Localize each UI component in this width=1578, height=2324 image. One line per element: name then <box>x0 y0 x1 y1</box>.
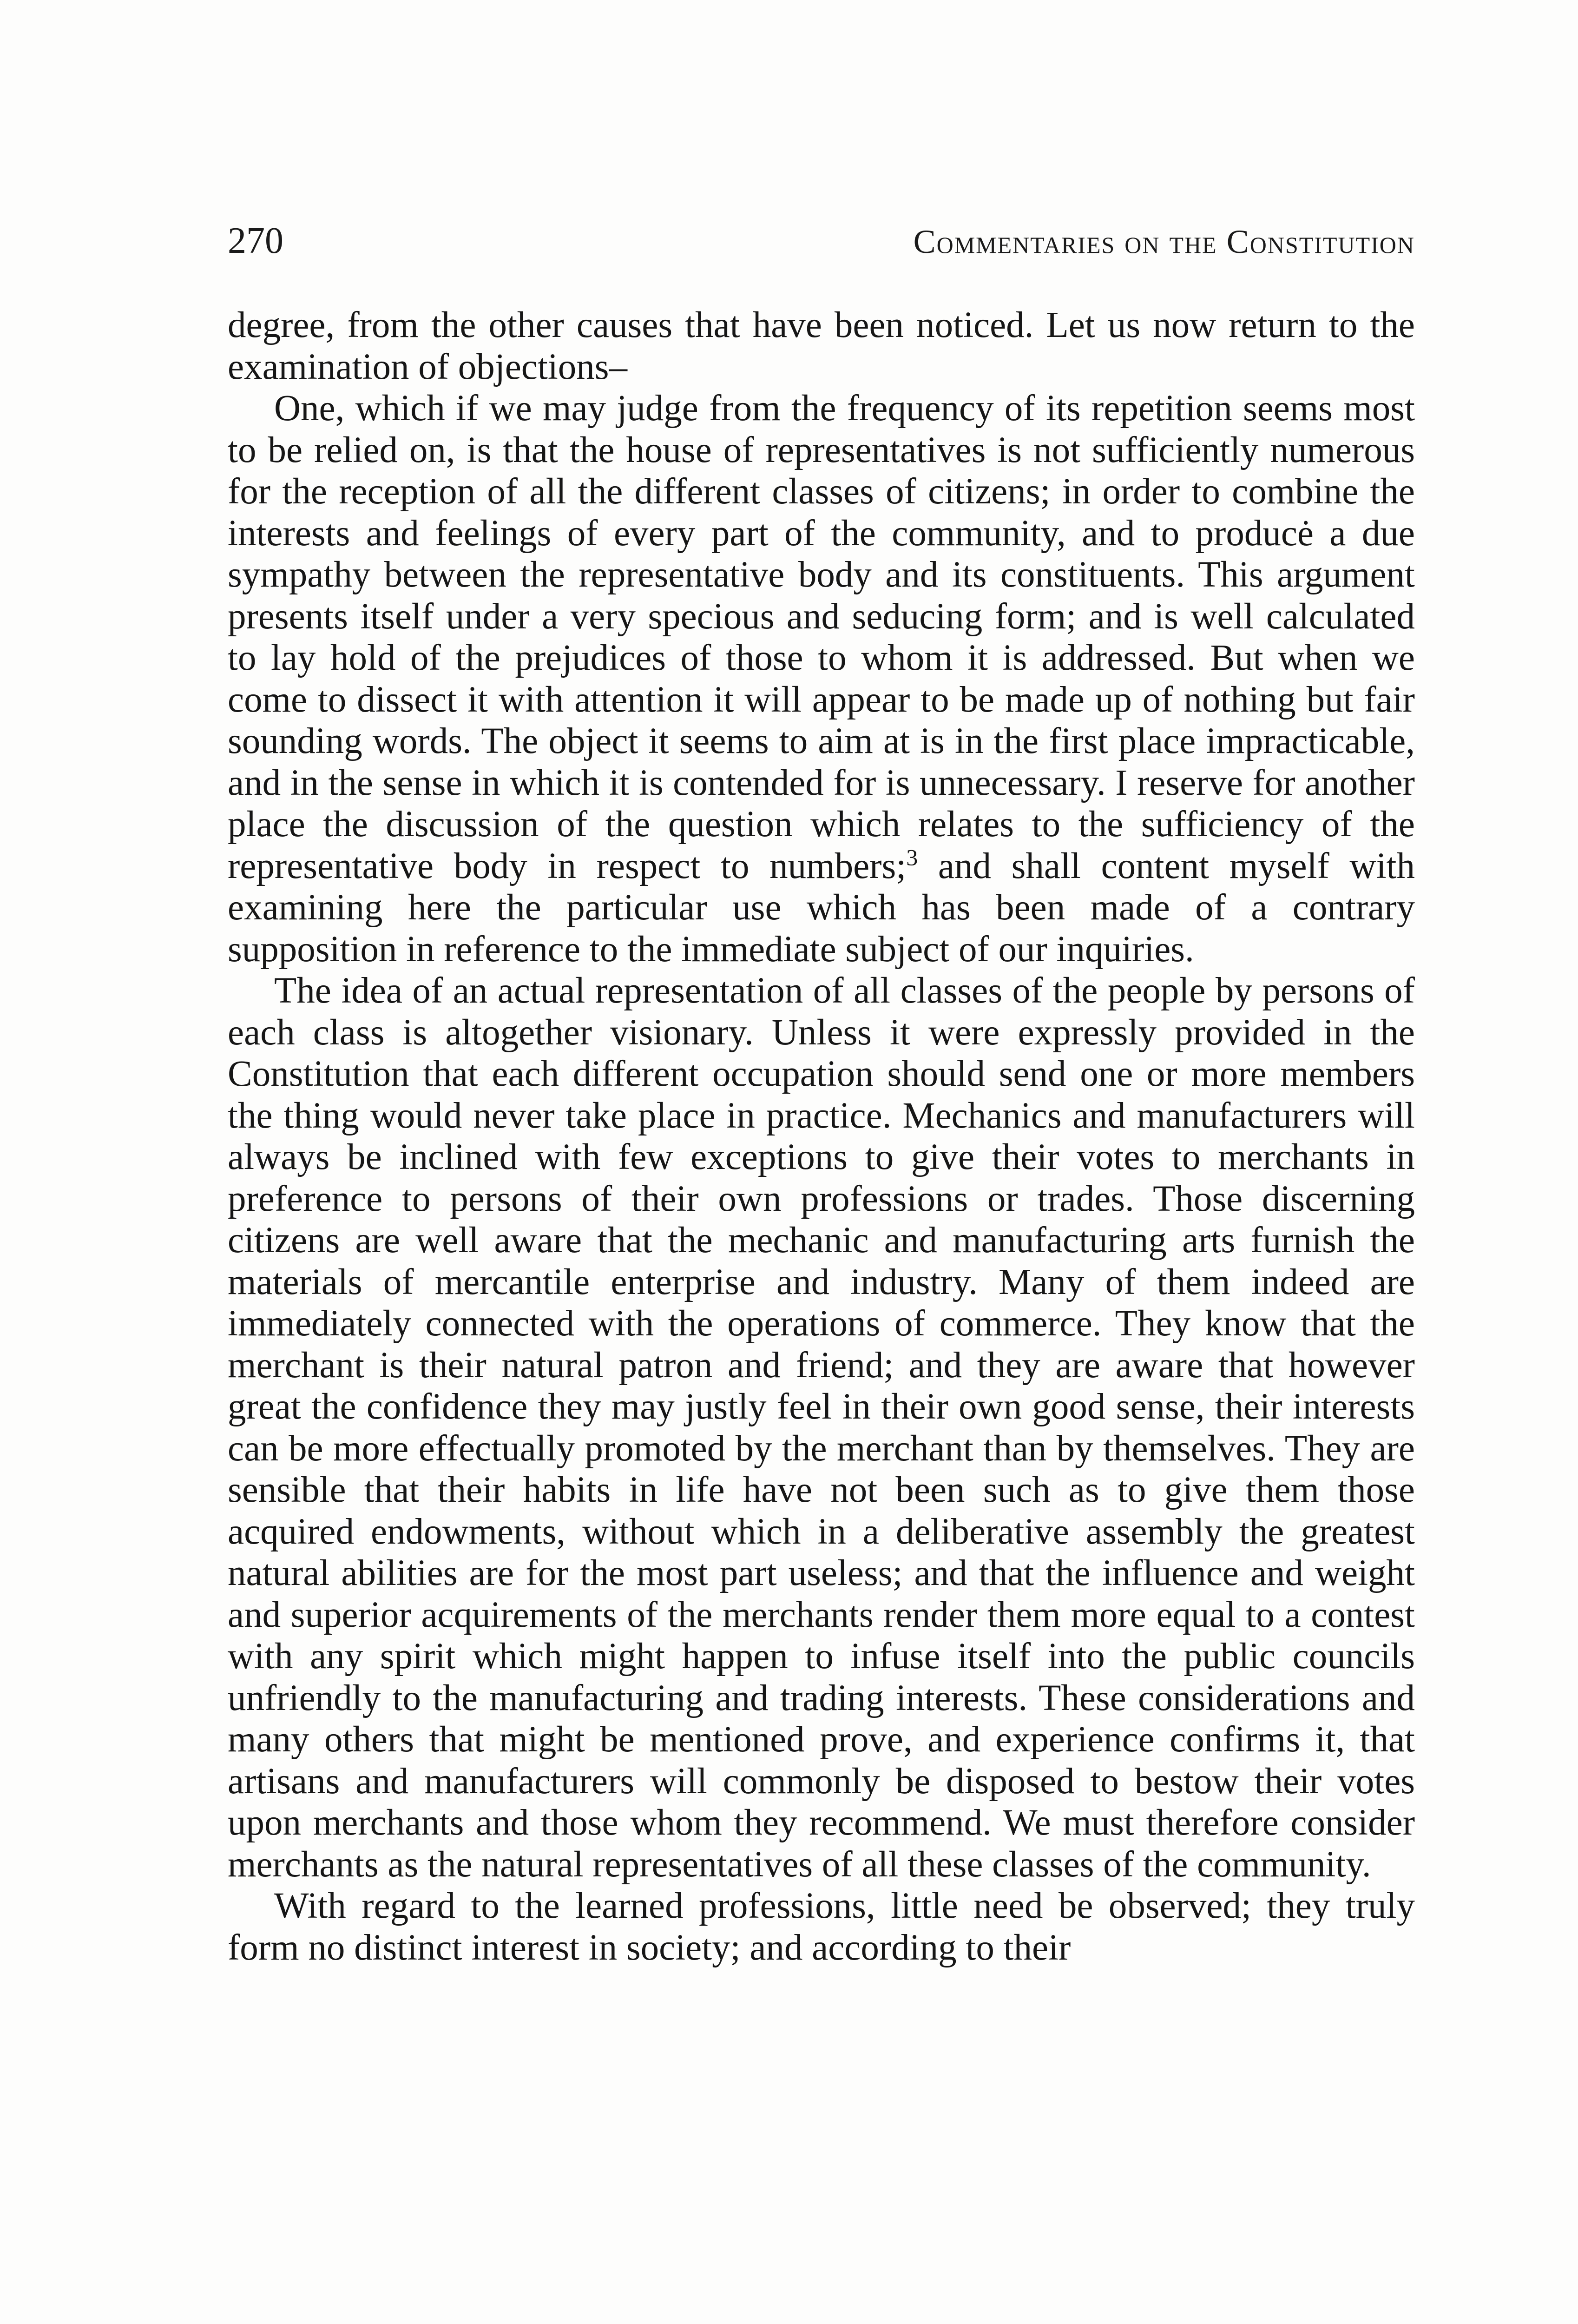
paragraph-3-text: The idea of an actual representation of all classes of the people by persons of each class is altogether visionary. Unless it were expressly provided in the Constitution that each different occupation should send one or more members the thing would never take place in practice. Mechanics and manufacturers will always be inclined with few exceptions to give their votes to merchants in preference to persons of their own professions or trades. Those discerning citizens are well aware that the mechanic and manufacturing arts furnish the materials of mercantile enterprise and industry. Many of them indeed are immediately connected with the operations of commerce. They know that the merchant is their natural patron and friend; and they are aware that however great the confidence they may justly feel in their own good sense, their interests can be more effectually promoted by the merchant than by themselves. They are sensible that their habits in life have not been such as to give them those acquired endowments, without which in a deliberative assembly the greatest natural abilities are for the most part useless; and that the influence and weight and superior acquirements of the merchants render them more equal to a contest with any spirit which might happen to infuse itself into the public councils unfriendly to the manufacturing and trading interests. These considerations and many others that might be mentioned prove, and experience confirms it, that artisans and manufacturers will commonly be disposed to bestow their votes upon merchants and those whom they recommend. We must therefore consider merchants as the natural representatives of all these classes of the community. <box>228 971 1415 1885</box>
body-text <box>228 304 1415 1968</box>
paragraph-2-text: One, which if we may judge from the frequency of its repetition seems most to be relied on, is that the house of representatives is not sufficiently numerous for the reception of all the different classes of citizens; in order to combine the interests and feelings of every part of the community, and to producė a due sympathy between the representative body and its constituents. This argument presents itself under a very specious and seducing form; and is well calculated to lay hold of the prejudices of those to whom it is addressed. But when we come to dissect it with attention it will appear to be made up of nothing but fair sounding words. The object it seems to aim at is in the first place impracticable, and in the sense in which it is contended for is unnecessary. I reserve for another place the discussion of the question which relates to the sufficiency of the representative body in respect to numbers; <box>228 388 1415 886</box>
paragraph-2-text-after: and shall content myself with examining here the particular use which has been made of a contrary supposition in reference to the immediate subject of our inquiries. <box>228 845 1415 970</box>
paragraph-4-text: With regard to the learned professions, little need be observed; they truly form no distinct interest in society; and according to their <box>228 1886 1415 1968</box>
paragraph-1 <box>228 304 1415 388</box>
paragraph-3 <box>228 970 1415 1885</box>
paragraph-1-text: degree, from the other causes that have been noticed. Let us now return to the examination of objections– <box>228 305 1415 387</box>
paragraph-2 <box>228 388 1415 970</box>
page-number: 270 <box>228 220 283 261</box>
footnote-marker: 3 <box>906 844 918 871</box>
page-header <box>228 218 1415 273</box>
running-title: Commentaries on the Constitution <box>913 223 1415 260</box>
paragraph-4 <box>228 1885 1415 1968</box>
